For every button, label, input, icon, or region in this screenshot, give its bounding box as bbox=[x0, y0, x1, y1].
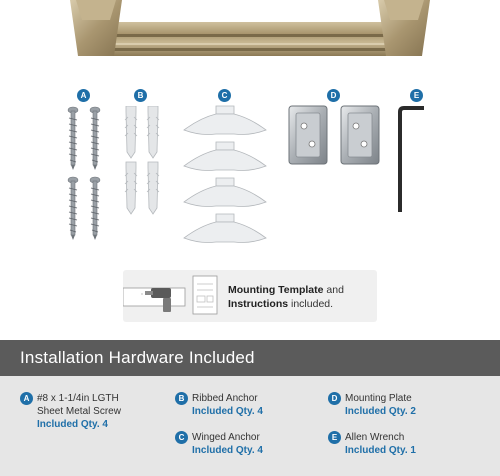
badge-c: C bbox=[218, 89, 231, 102]
template-line2-bold: Instructions bbox=[228, 298, 289, 310]
legend-qty-c: Included Qty. 4 bbox=[192, 445, 263, 456]
section-title: Installation Hardware Included bbox=[20, 348, 255, 367]
legend-badge-b: B bbox=[175, 392, 188, 405]
drill-template-icon bbox=[123, 274, 223, 318]
legend-badge-e: E bbox=[328, 431, 341, 444]
badge-d: D bbox=[327, 89, 340, 102]
section-title-bar bbox=[0, 340, 500, 376]
legend-badge-c: C bbox=[175, 431, 188, 444]
legend-qty-e: Included Qty. 1 bbox=[345, 445, 416, 456]
legend-qty-b: Included Qty. 4 bbox=[192, 406, 263, 417]
legend-name-d: Mounting Plate bbox=[345, 393, 412, 404]
legend-badge-a: A bbox=[20, 392, 33, 405]
badge-e: E bbox=[410, 89, 423, 102]
legend-name-a-line1: #8 x 1-1/4in LGTH bbox=[37, 393, 119, 404]
legend-name-c: Winged Anchor bbox=[192, 432, 260, 443]
legend-qty-a: Included Qty. 4 bbox=[37, 419, 108, 430]
template-line2-rest: included. bbox=[288, 298, 334, 310]
template-line1-bold: Mounting Template bbox=[228, 284, 324, 296]
legend-name-a-line2: Sheet Metal Screw bbox=[37, 406, 121, 417]
mounting-template-text bbox=[228, 283, 373, 311]
mounting-plate-image bbox=[287, 104, 381, 168]
badge-b: B bbox=[134, 89, 147, 102]
badge-a: A bbox=[77, 89, 90, 102]
ribbed-anchor-image bbox=[120, 106, 164, 236]
template-line1-rest: and bbox=[323, 284, 344, 296]
mounting-template-card bbox=[123, 270, 377, 322]
winged-anchor-image bbox=[180, 102, 270, 248]
legend-name-b: Ribbed Anchor bbox=[192, 393, 258, 404]
sheet-metal-screw-image bbox=[62, 106, 106, 246]
allen-wrench-image bbox=[396, 106, 426, 212]
installation-hardware-section bbox=[0, 340, 500, 476]
cabinet-pull-image bbox=[70, 0, 430, 62]
legend-name-e: Allen Wrench bbox=[345, 432, 405, 443]
legend-qty-d: Included Qty. 2 bbox=[345, 406, 416, 417]
legend-badge-d: D bbox=[328, 392, 341, 405]
